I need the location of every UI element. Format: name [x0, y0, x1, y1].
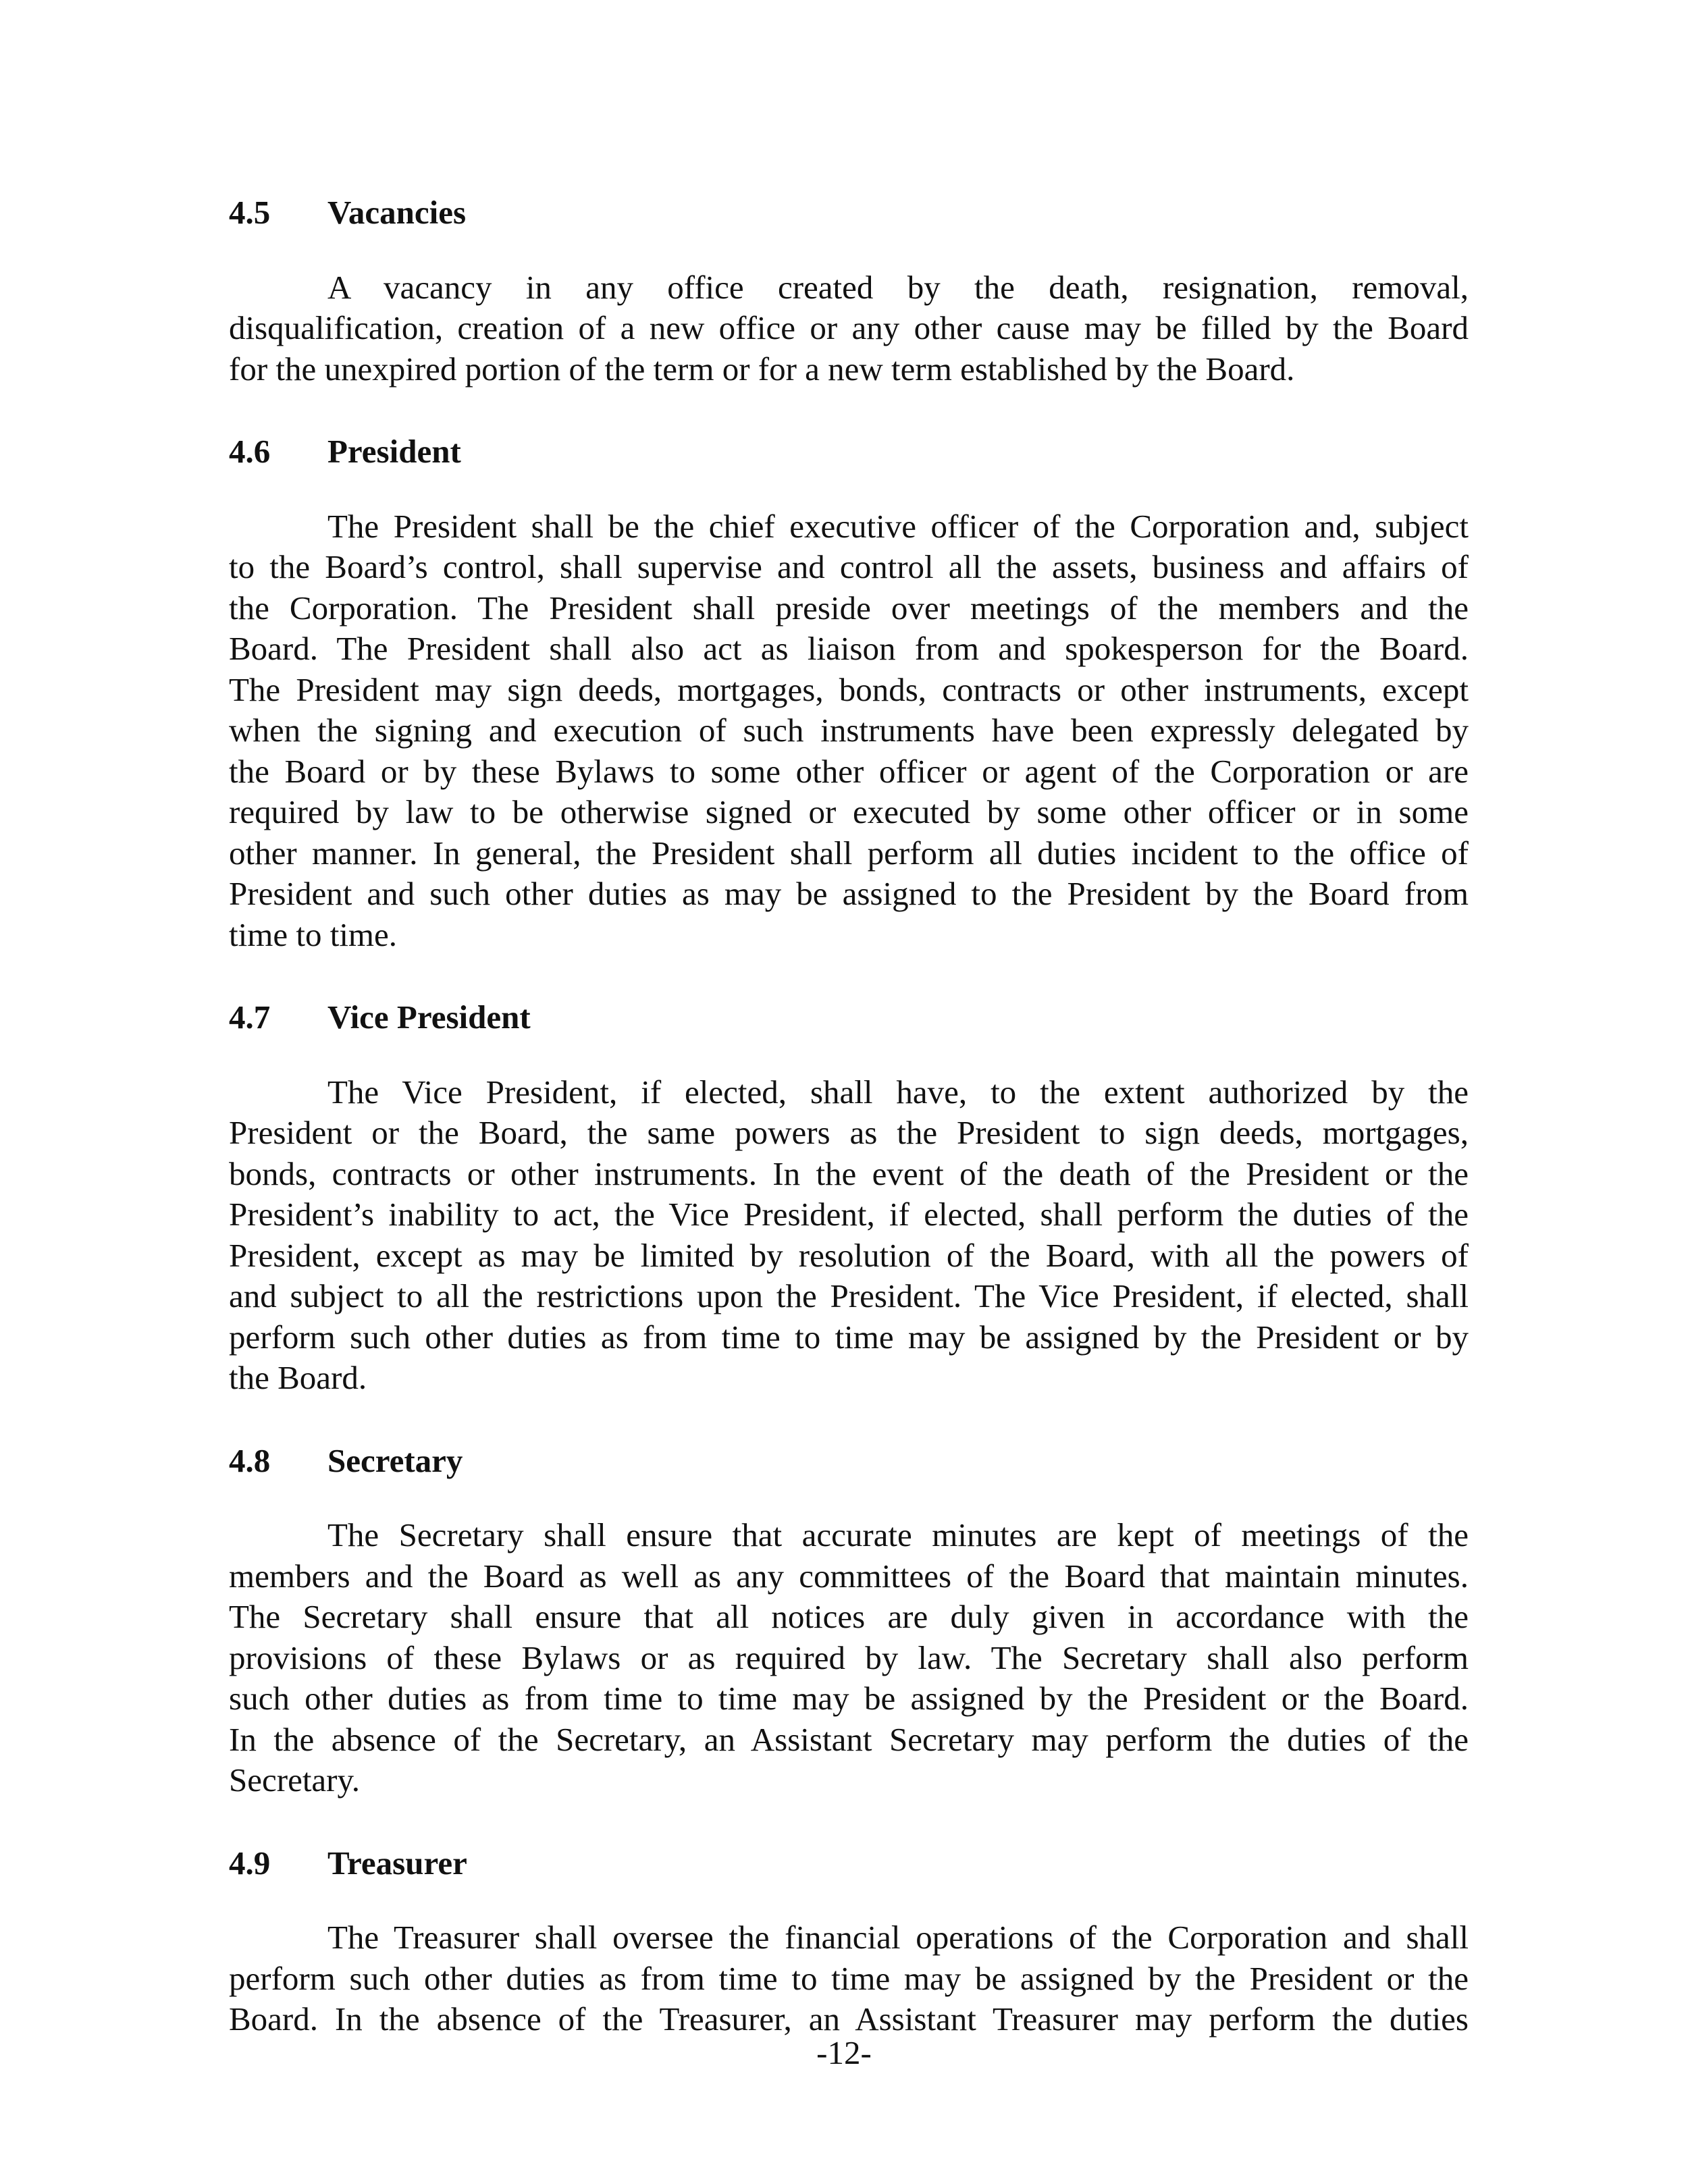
section-heading — [229, 1441, 1469, 1482]
paragraph-line: the Corporation. The President shall preside over meetings of the members and the — [229, 589, 1469, 627]
section-title: Treasurer — [327, 1844, 467, 1882]
section-paragraph — [229, 506, 1469, 956]
section-paragraph — [229, 1072, 1469, 1399]
section-paragraph — [229, 267, 1469, 390]
paragraph-line: to the Board’s control, shall supervise and control all the assets, business and affairs of — [229, 548, 1469, 585]
section-title: Vice President — [327, 998, 531, 1036]
paragraph-line: President’s inability to act, the Vice President, if elected, shall perform the duties of the — [229, 1196, 1469, 1233]
section-number: 4.8 — [229, 1441, 271, 1479]
paragraph-line: such other duties as from time to time may be assigned by the President or the Board. — [229, 1680, 1469, 1717]
section-4-7 — [229, 997, 1469, 1399]
paragraph-line: A vacancy in any office created by the death, resignation, removal, — [327, 268, 1469, 306]
paragraph-line: when the signing and execution of such instruments have been expressly delegated by — [229, 712, 1469, 749]
section-paragraph — [229, 1515, 1469, 1801]
paragraph-line: for the unexpired portion of the term or for a new term established by the Board. — [229, 350, 1295, 388]
section-4-6 — [229, 431, 1469, 955]
section-paragraph — [229, 1917, 1469, 2040]
section-title: President — [327, 433, 461, 470]
paragraph-line: bonds, contracts or other instruments. In the event of the death of the President or the — [229, 1154, 1469, 1192]
section-number: 4.5 — [229, 194, 271, 231]
paragraph-line: provisions of these Bylaws or as required by law. The Secretary shall also perform — [229, 1639, 1469, 1676]
paragraph-line: The Treasurer shall oversee the financial operations of the Corporation and shall — [327, 1919, 1469, 1956]
section-number: 4.9 — [229, 1844, 271, 1882]
paragraph-line: The President may sign deeds, mortgages, bonds, contracts or other instruments, except — [229, 670, 1469, 708]
paragraph-line: The Vice President, if elected, shall have, to the extent authorized by the — [327, 1073, 1469, 1111]
paragraph-line: President and such other duties as may be assigned to the President by the Board from — [229, 875, 1469, 912]
paragraph-line: the Board or by these Bylaws to some other officer or agent of the Corporation or are — [229, 752, 1469, 790]
paragraph-line: time to time. — [229, 915, 398, 953]
paragraph-line: The Secretary shall ensure that all notices are duly given in accordance with the — [229, 1598, 1469, 1635]
paragraph-line: President or the Board, the same powers as the President to sign deeds, mortgages, — [229, 1114, 1469, 1151]
section-number: 4.6 — [229, 433, 271, 470]
paragraph-line: members and the Board as well as any committees of the Board that maintain minutes. — [229, 1557, 1469, 1595]
paragraph-line: required by law to be otherwise signed or executed by some other officer or in some — [229, 793, 1469, 830]
section-title: Vacancies — [327, 194, 467, 231]
section-4-8 — [229, 1441, 1469, 1801]
paragraph-line: In the absence of the Secretary, an Assistant Secretary may perform the duties of the — [229, 1720, 1469, 1758]
paragraph-line: Board. In the absence of the Treasurer, an Assistant Treasurer may perform the duties — [229, 2000, 1469, 2037]
paragraph-line: Board. The President shall also act as liaison from and spokesperson for the Board. — [229, 630, 1469, 667]
page-number: -12- — [816, 2034, 872, 2071]
section-heading — [229, 431, 1469, 473]
section-heading — [229, 192, 1469, 234]
section-4-9 — [229, 1843, 1469, 2040]
paragraph-line: The Secretary shall ensure that accurate minutes are kept of meetings of the — [327, 1516, 1469, 1553]
section-4-5 — [229, 192, 1469, 390]
paragraph-line: perform such other duties as from time to time may be assigned by the President or by — [229, 1318, 1469, 1356]
paragraph-line: and subject to all the restrictions upon the President. The Vice President, if elected, shall — [229, 1277, 1469, 1314]
paragraph-line: The President shall be the chief executive officer of the Corporation and, subject — [327, 507, 1469, 545]
section-heading — [229, 997, 1469, 1038]
paragraph-line: disqualification, creation of a new office or any other cause may be filled by the Board — [229, 309, 1469, 346]
paragraph-line: Secretary. — [229, 1761, 361, 1799]
document-body — [229, 192, 1469, 2082]
paragraph-line: other manner. In general, the President shall perform all duties incident to the office of — [229, 834, 1469, 872]
section-number: 4.7 — [229, 998, 271, 1036]
section-title: Secretary — [327, 1441, 463, 1479]
section-heading — [229, 1843, 1469, 1884]
paragraph-line: perform such other duties as from time to time may be assigned by the President or the — [229, 1959, 1469, 1997]
paragraph-line: President, except as may be limited by resolution of the Board, with all the powers of — [229, 1236, 1469, 1274]
paragraph-line: the Board. — [229, 1359, 367, 1396]
